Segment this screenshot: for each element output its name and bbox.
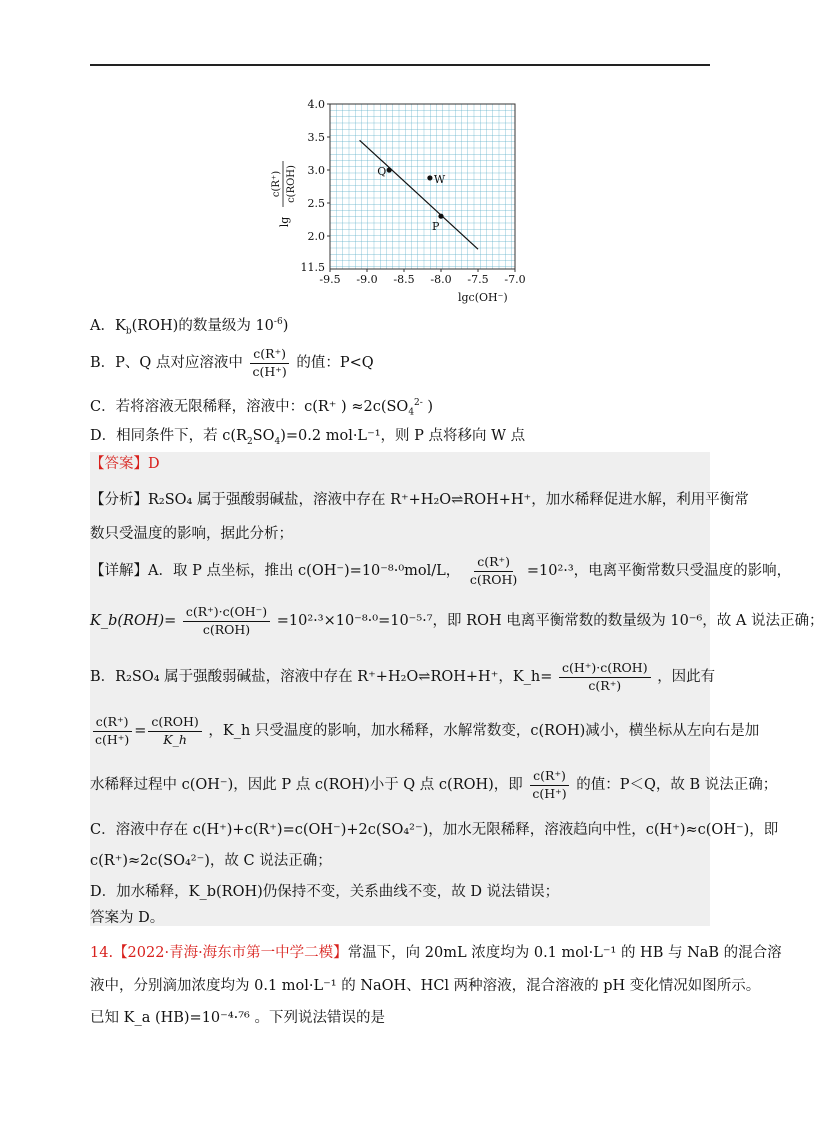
final-answer: 答案为 D。 <box>90 910 165 926</box>
point-w <box>427 175 432 180</box>
chart-svg <box>252 92 526 312</box>
analysis-line-2: 数只受温度的影响，据此分析； <box>90 526 293 542</box>
x-tick-label: -8.0 <box>430 273 452 286</box>
answer-line: 【答案】D <box>90 456 160 472</box>
detail-b-line-3: 水稀释过程中 c(OH⁻)，因此 P 点 c(ROH)小于 Q 点 c(ROH)，即 $\frac{c(R^+)}{c(H^+)}$ 的值：P＜Q，故 B 说法正确； <box>90 768 778 801</box>
y-tick-label: 3.5 <box>307 131 325 144</box>
point-label-w: W <box>433 172 446 186</box>
q14-line-1: 14.【2022·青海·海东市第一中学二模】常温下，向 20mL 浓度均为 0.1 mol·L⁻¹ 的 HB 与 NaB 的混合溶 <box>90 945 782 961</box>
y-tick-label: 2.5 <box>307 197 325 210</box>
point-q <box>387 167 392 172</box>
q14-line-2: 液中，分别滴加浓度均为 0.1 mol·L⁻¹ 的 NaOH、HCl 两种溶液，混合溶液的 pH 变化情况如图所示。 <box>90 978 761 994</box>
point-p <box>438 214 443 219</box>
fraction: $\frac{\text{c(H⁺)·c(ROH)}}{c(R^+)}$ <box>559 662 651 692</box>
point-label-q: Q <box>377 165 387 178</box>
x-axis-label: lgc(OH⁻) <box>458 291 508 304</box>
detail-c-line-2: c(R⁺)≈2c(SO₄²⁻)，故 C 说法正确； <box>90 853 332 869</box>
fraction: $\frac{c(R^+)\cdot c(OH^-)}{\text{c(ROH)}}$ <box>183 606 270 636</box>
q14-line-3: 已知 K_a (HB)=10⁻⁴·⁷⁶ 。下列说法错误的是 <box>90 1010 385 1026</box>
svg-text:c(ROH): c(ROH) <box>286 165 297 203</box>
detail-b-line-1: B．R₂SO₄ 属于强酸弱碱盐，溶液中存在 R⁺+H₂O⇌ROH+H⁺，K_h= $\frac{\text{c(H⁺)·c(ROH)}}{c(R^+)}$ ，因此有 <box>90 660 716 693</box>
graph-lg-ratio-vs-lgc-oh <box>252 92 526 312</box>
point-label-p: P <box>432 220 440 234</box>
svg-text:lg: lg <box>278 216 291 228</box>
fraction: $\frac{c(R^+)}{c(H^+)}$ <box>529 770 569 800</box>
x-tick-label: -8.5 <box>393 273 415 286</box>
x-tick-label: -7.0 <box>504 273 526 286</box>
detail-c-line-1: C．溶液中存在 c(H⁺)+c(R⁺)=c(OH⁻)+2c(SO₄²⁻)，加水无限稀释，溶液趋向中性，c(H⁺)≈c(OH⁻)，即 <box>90 822 779 838</box>
y-tick-label: 2.0 <box>307 230 325 243</box>
y-origin-label: 11.5 <box>300 261 325 274</box>
y-axis-label <box>271 161 297 227</box>
fraction: $\frac{c(R^+)}{\text{c(ROH)}}$ <box>469 554 518 587</box>
option-b: B．P、Q 点对应溶液中 $\frac{c(R^+)}{c(H^+)}$ 的值：P<Q <box>90 346 374 379</box>
svg-text:c(R⁺): c(R⁺) <box>271 170 282 198</box>
detail-a-line-2: K_b(ROH)= $\frac{c(R^+)\cdot c(OH^-)}{\text{c(ROH)}}$ =10²·³×10⁻⁸·⁰=10⁻⁵·⁷，即 ROH 电离平衡常数的数量级为 10⁻⁶，故 A 说法正确； <box>90 604 823 637</box>
analysis-line-1: 【分析】R₂SO₄ 属于强酸弱碱盐，溶液中存在 R⁺+H₂O⇌ROH+H⁺，加水稀释促进水解，利用平衡常 <box>90 492 749 508</box>
option-c: C．若将溶液无限稀释，溶液中：c(R⁺ ) $\approx 2c(SO_4^{2-}$ ) <box>90 398 434 418</box>
x-tick-label: -9.5 <box>319 273 341 286</box>
fraction: $\frac{\text{c(ROH)}}{K\_h}$ <box>148 716 201 746</box>
y-tick-label: 4.0 <box>307 98 325 111</box>
x-tick-label: -9.0 <box>356 273 378 286</box>
detail-b-line-2: $\frac{c(R^+)}{c(H^+)}$ = $\frac{\text{c(ROH)}}{K\_h}$ ，K_h 只受温度的影响，加水稀释，水解常数变，c(ROH)减小，横坐标从左向右是加 <box>90 716 759 746</box>
option-a: A．$K_b(ROH)$的数量级为 $10^{-6}$) <box>90 317 289 337</box>
x-tick-label: -7.5 <box>467 273 489 286</box>
y-tick-label: 3.0 <box>307 164 325 177</box>
detail-d-line: D．加水稀释，K_b(ROH)仍保持不变，关系曲线不变，故 D 说法错误； <box>90 884 560 900</box>
option-d: D．相同条件下，若 $c(R_2SO_4)=0.2$ mol·L⁻¹，则 P 点将移向 W 点 <box>90 428 526 447</box>
fraction: $\frac{c(R^+)}{c(H^+)}$ <box>250 348 290 378</box>
plot-area <box>330 104 515 269</box>
fraction: $\frac{c(R^+)}{c(H^+)}$ <box>92 716 132 746</box>
detail-a-line-1: 【详解】A．取 P 点坐标，推出 c(OH⁻)=10⁻⁸·⁰mol/L， $\frac{c(R^+)}{\text{c(ROH)}}$ =10²·³，电离平衡常数只受温度的影响， <box>90 554 792 587</box>
header-rule <box>90 64 710 66</box>
